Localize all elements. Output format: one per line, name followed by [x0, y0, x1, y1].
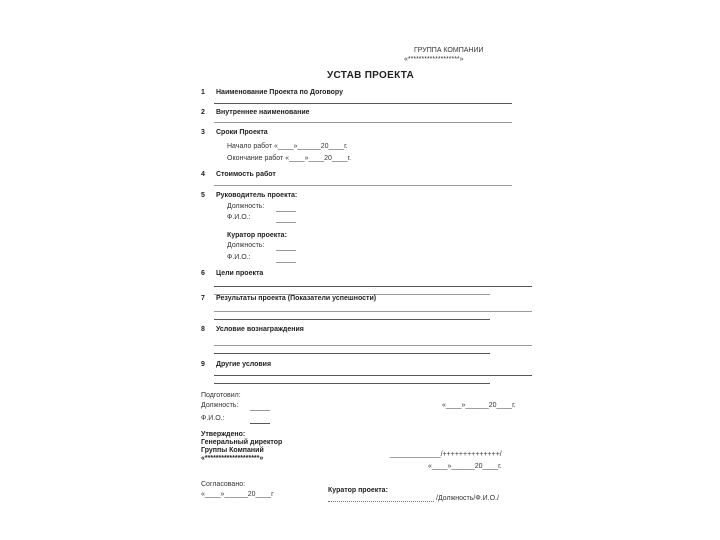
field-line[interactable]: [214, 319, 490, 320]
agreed-curator-label: Куратор проекта:: [328, 487, 388, 494]
manager-fio-field[interactable]: [276, 222, 296, 223]
curator-position-label: Должность:: [227, 242, 265, 249]
curator-position-field[interactable]: [276, 250, 296, 251]
field-line[interactable]: [214, 122, 512, 123]
approved-company-stars: «********************»: [201, 455, 264, 462]
prepared-fio-field[interactable]: [250, 423, 270, 424]
section-number-2: 2: [201, 109, 205, 116]
section-label-1: Наименование Проекта по Договору: [216, 89, 344, 96]
prepared-position-label: Должность:: [201, 402, 239, 409]
field-line[interactable]: [214, 375, 532, 376]
section-label-9: Другие условия: [216, 361, 272, 368]
manager-fio-label: Ф.И.О.:: [227, 214, 251, 221]
prepared-fio-label: Ф.И.О.:: [201, 415, 225, 422]
section-number-9: 9: [201, 361, 205, 368]
approved-title-line1: Генеральный директор: [201, 439, 283, 446]
company-name-stars: «*******************»: [404, 56, 464, 63]
field-line[interactable]: [214, 185, 512, 186]
field-line[interactable]: [214, 286, 532, 287]
timeline-start: Начало работ «____»______20____г.: [227, 143, 348, 150]
section-number-3: 3: [201, 129, 205, 136]
approved-date: «____»______20____г.: [428, 463, 502, 470]
curator-fio-field[interactable]: [276, 262, 296, 263]
approved-title-line2: Группы Компаний: [201, 447, 264, 454]
curator-fio-label: Ф.И.О.:: [227, 254, 251, 261]
section-number-5: 5: [201, 192, 205, 199]
timeline-end: Окончание работ «____»____20____г.: [227, 155, 352, 162]
agreed-curator-signature: /Должность/Ф.И.О./: [436, 495, 499, 502]
prepared-date: «____»______20____г.: [442, 402, 516, 409]
section-number-6: 6: [201, 270, 205, 277]
section-number-4: 4: [201, 171, 205, 178]
field-line[interactable]: [214, 383, 490, 384]
document-title: УСТАВ ПРОЕКТА: [327, 70, 415, 81]
agreed-signature-field[interactable]: [328, 501, 434, 502]
section-number-8: 8: [201, 326, 205, 333]
field-line[interactable]: [214, 103, 512, 104]
field-line[interactable]: [214, 345, 532, 346]
section-label-2: Внутреннее наименование: [216, 109, 310, 116]
prepared-label: Подготовил:: [201, 392, 241, 399]
prepared-position-field[interactable]: [250, 410, 270, 411]
curator-title: Куратор проекта:: [227, 232, 287, 239]
approved-label: Утверждено:: [201, 431, 246, 438]
company-group-label: ГРУППА КОМПАНИИ: [414, 47, 484, 54]
approved-signature-line[interactable]: _____________/++++++++++++++/: [390, 451, 502, 458]
section-number-1: 1: [201, 89, 205, 96]
section-label-5: Руководитель проекта:: [216, 192, 298, 199]
section-label-8: Условие вознаграждения: [216, 326, 304, 333]
manager-position-label: Должность:: [227, 203, 265, 210]
section-number-7: 7: [201, 295, 205, 302]
agreed-label: Согласовано:: [201, 481, 246, 488]
section-label-6: Цели проекта: [216, 270, 264, 277]
section-label-7: Результаты проекта (Показатели успешности): [216, 295, 377, 302]
section-label-3: Сроки Проекта: [216, 129, 268, 136]
field-line[interactable]: [214, 311, 532, 312]
agreed-date: «____»______20____г: [201, 491, 274, 498]
field-line[interactable]: [214, 353, 490, 354]
manager-position-field[interactable]: [276, 211, 296, 212]
section-label-4: Стоимость работ: [216, 171, 276, 178]
